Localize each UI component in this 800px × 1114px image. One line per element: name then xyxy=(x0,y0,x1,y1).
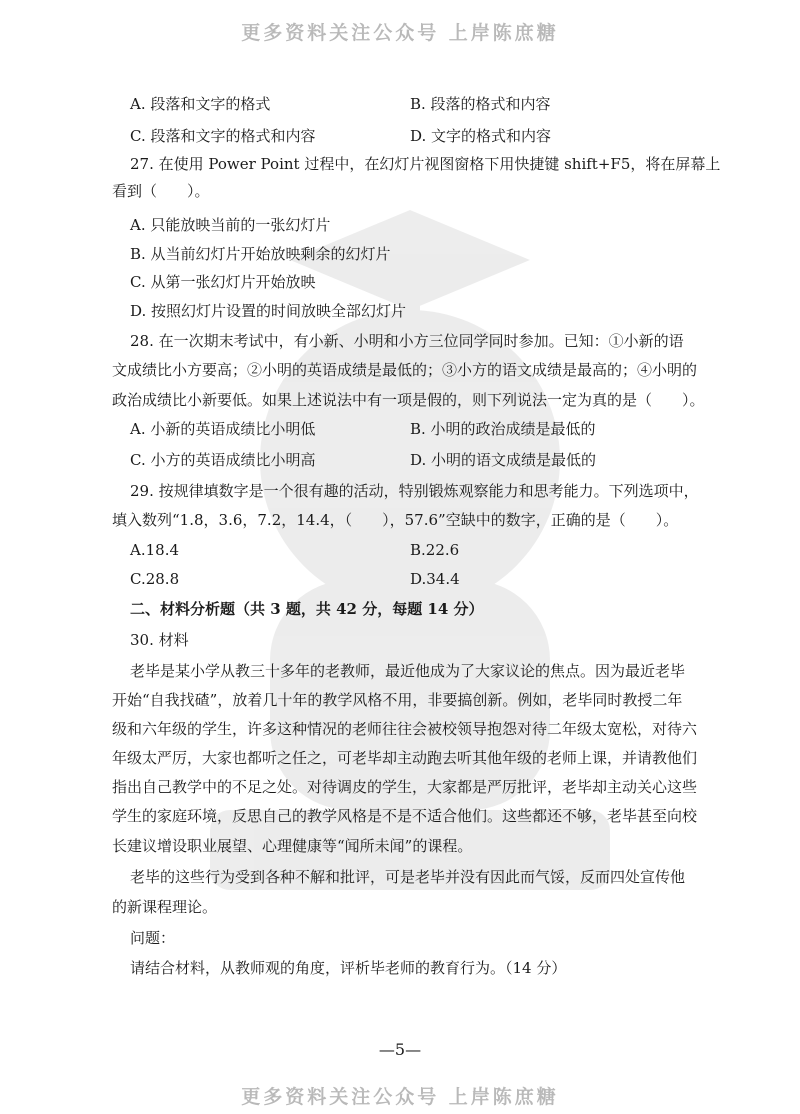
q29-option-a: A.18.4 xyxy=(130,541,179,559)
q30-question: 请结合材料，从教师观的角度，评析毕老师的教育行为。（14 分） xyxy=(130,959,567,977)
q27-option-a: A. 只能放映当前的一张幻灯片 xyxy=(130,216,331,234)
q29-stem-line1: 29. 按规律填数字是一个很有趣的活动，特别锻炼观察能力和思考能力。下列选项中， xyxy=(130,482,699,500)
q30-question-label: 问题： xyxy=(130,929,176,947)
q26-option-a: A. 段落和文字的格式 xyxy=(130,95,271,113)
q28-stem-line2: 文成绩比小方要高；②小明的英语成绩是最低的；③小方的语文成绩是最高的；④小明的 xyxy=(112,361,698,379)
q28-option-c: C. 小方的英语成绩比小明高 xyxy=(130,451,316,469)
page-number: —5— xyxy=(378,1040,422,1059)
q30-material-line9: 的新课程理论。 xyxy=(112,898,218,916)
q30-material-line2: 开始“自我找碴”，放着几十年的教学风格不用，非要搞创新。例如，老毕同时教授二年 xyxy=(112,691,683,709)
q28-stem-line3: 政治成绩比小新要低。如果上述说法中有一项是假的，则下列说法一定为真的是（ ）。 xyxy=(112,391,705,409)
q28-stem-line1: 28. 在一次期末考试中，有小新、小明和小方三位同学同时参加。已知：①小新的语 xyxy=(130,332,684,350)
q26-option-d: D. 文字的格式和内容 xyxy=(410,127,552,145)
q30-material-line3: 级和六年级的学生，许多这种情况的老师往往会被校领导抱怨对待二年级太宽松，对待六 xyxy=(112,720,698,738)
q30-material-line8: 老毕的这些行为受到各种不解和批评，可是老毕并没有因此而气馁，反而四处宣传他 xyxy=(130,868,686,886)
section-heading: 二、材料分析题（共 3 题，共 42 分，每题 14 分） xyxy=(130,600,484,618)
q29-option-d: D.34.4 xyxy=(410,570,460,588)
q30-title: 30. 材料 xyxy=(130,631,189,649)
q27-option-b: B. 从当前幻灯片开始放映剩余的幻灯片 xyxy=(130,245,391,263)
q28-option-b: B. 小明的政治成绩是最低的 xyxy=(410,420,596,438)
top-banner: 更多资料关注公众号 上岸陈庶糖 xyxy=(241,22,559,44)
q29-stem-line2: 填入数列“1.8，3.6，7.2，14.4，（ ），57.6”空缺中的数字，正确的是（ ）。 xyxy=(112,511,679,529)
q27-option-d: D. 按照幻灯片设置的时间放映全部幻灯片 xyxy=(130,302,407,320)
q30-material-line4: 年级太严厉，大家也都听之任之，可老毕却主动跑去听其他年级的老师上课，并请教他们 xyxy=(112,749,698,767)
q30-material-line5: 指出自己教学中的不足之处。对待调皮的学生，大家都是严厉批评，老毕却主动关心这些 xyxy=(112,778,698,796)
q27-option-c: C. 从第一张幻灯片开始放映 xyxy=(130,273,316,291)
q30-material-line6: 学生的家庭环境，反思自己的教学风格是不是不适合他们。这些都还不够，老毕甚至向校 xyxy=(112,807,698,825)
q30-material-line7: 长建议增设职业展望、心理健康等“闻所未闻”的课程。 xyxy=(112,837,473,855)
q26-option-c: C. 段落和文字的格式和内容 xyxy=(130,127,316,145)
q30-material-line1: 老毕是某小学从教三十多年的老教师，最近他成为了大家议论的焦点。因为最近老毕 xyxy=(130,662,686,680)
q27-stem-line2: 看到（ ）。 xyxy=(112,182,210,200)
q29-option-b: B.22.6 xyxy=(410,541,460,559)
q28-option-d: D. 小明的语文成绩是最低的 xyxy=(410,451,597,469)
q29-option-c: C.28.8 xyxy=(130,570,180,588)
bottom-banner: 更多资料关注公众号 上岸陈庶糖 xyxy=(241,1086,559,1108)
q28-option-a: A. 小新的英语成绩比小明低 xyxy=(130,420,316,438)
q26-option-b: B. 段落的格式和内容 xyxy=(410,95,551,113)
q27-stem-line1: 27. 在使用 Power Point 过程中，在幻灯片视图窗格下用快捷键 shift+F5，将在屏幕上 xyxy=(130,155,721,173)
